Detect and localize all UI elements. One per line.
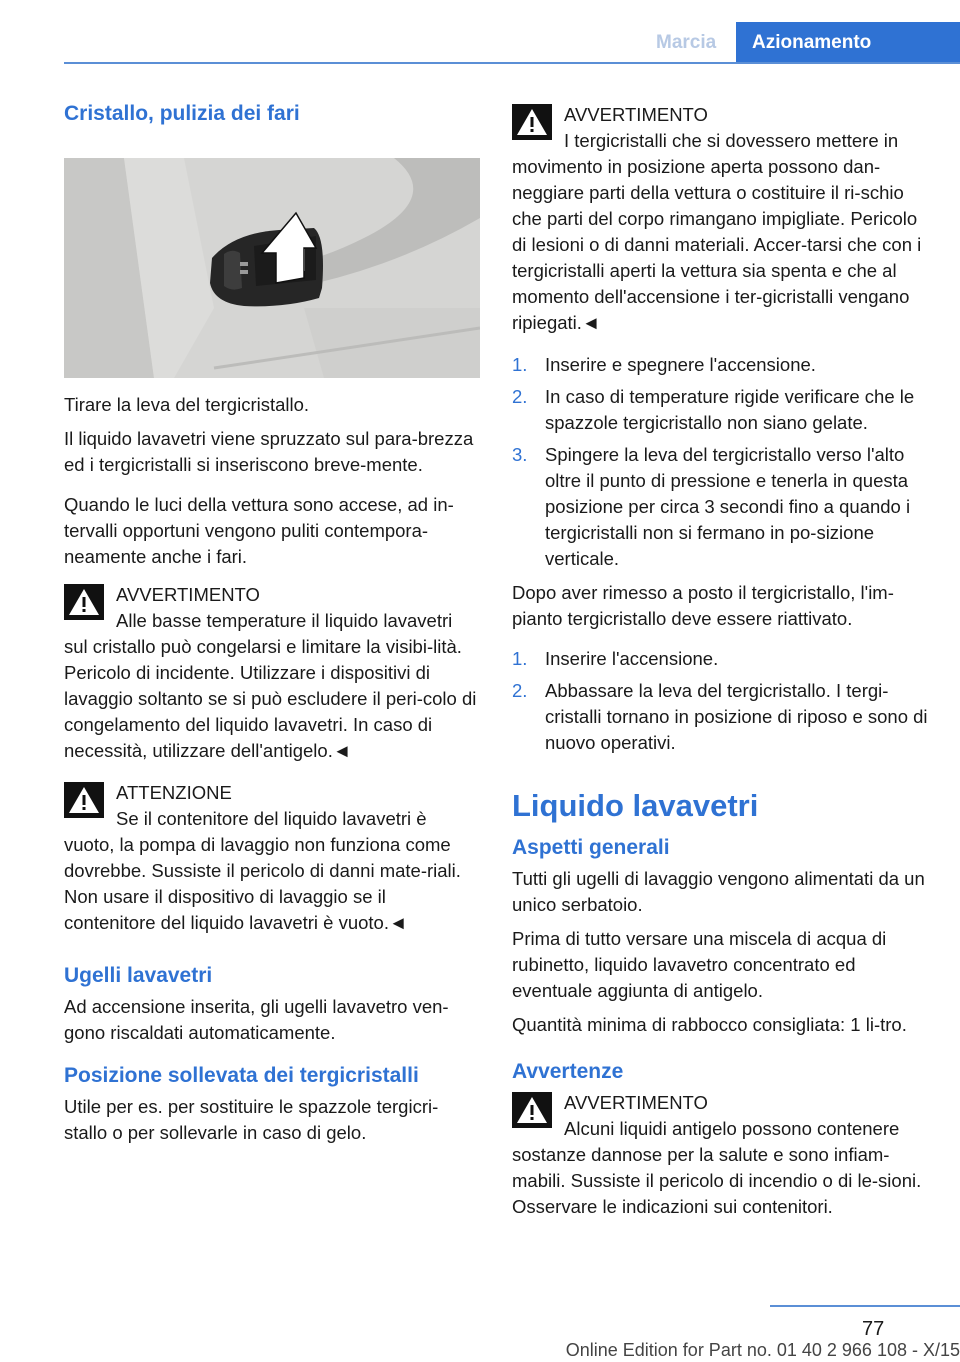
heading-avvertenze: Avvertenze: [512, 1060, 624, 1083]
paragraph-quantita-minima: Quantità minima di rabbocco consigliata: 1 li-tro.: [512, 1014, 907, 1035]
step-number: 1.: [512, 354, 528, 375]
step-text: In caso di temperature rigide verificare che le spazzole tergicristallo non siano gelate.: [545, 386, 915, 433]
list-item: [512, 384, 928, 436]
warning-icon: [64, 584, 104, 620]
warning-block-antigelo: [512, 1090, 928, 1220]
heading-posizione-sollevata: Posizione sollevata dei tergicristalli: [64, 1064, 419, 1087]
header-section: Marcia: [656, 32, 717, 53]
heading-aspetti-generali: Aspetti generali: [512, 836, 670, 859]
heading-liquido-lavavetri: Liquido lavavetri: [512, 788, 759, 823]
warning-text: Alle basse temperature il liquido lavavetri sul cristallo può congelarsi e limitare la visibi-lità. Pericolo di incidente. Utilizzare i dispositivi di lavaggio soltanto se si può escludere il peri-colo di congelamento del liquido lavavetri. In caso di necessità, utilizzare dell'antigelo.◄: [64, 610, 477, 761]
footer-edition: Online Edition for Part no. 01 40 2 966 108 - X/15: [565, 1340, 960, 1360]
left-column: [64, 100, 480, 1154]
caution-text: Se il contenitore del liquido lavavetri è vuoto, la pompa di lavaggio non funziona come dovrebbe. Sussiste il pericolo di danni mate-riali. Non usare il dispositivo di lavaggio se il contenitore del liquido lavavetri è vuoto.◄: [64, 808, 461, 933]
step-number: 3.: [512, 444, 528, 465]
paragraph-dopo-aver-rimesso: Dopo aver rimesso a posto il tergicristallo, l'im-pianto tergicristallo deve essere riattivato.: [512, 582, 894, 629]
warning-icon: [512, 1092, 552, 1128]
wiper-lever-photo: [64, 158, 480, 378]
wiper-lever-illustration: [64, 158, 480, 378]
step-number: 2.: [512, 680, 528, 701]
caution-icon: [64, 782, 104, 818]
footer-rule: [770, 1305, 960, 1307]
header-chapter-tab: Azionamento: [736, 22, 960, 64]
step-number: 1.: [512, 648, 528, 669]
warning-title: AVVERTIMENTO: [564, 1092, 708, 1113]
warning-block-temperature: [64, 582, 480, 764]
heading-cristallo: Cristallo, pulizia dei fari: [64, 102, 300, 125]
heading-ugelli: Ugelli lavavetri: [64, 964, 213, 987]
warning-text: Alcuni liquidi antigelo possono contenere sostanze dannose per la salute e sono infiam-mabili. Sussiste il pericolo di incendio o di le-sioni. Osservare le indicazioni sui contenitori.: [512, 1118, 922, 1217]
warning-block-wipers-open: [512, 102, 928, 336]
paragraph-posizione-sollevata: Utile per es. per sostituire le spazzole tergicri-stallo o per sollevarle in caso di gelo.: [64, 1096, 439, 1143]
right-column: [512, 100, 928, 1232]
steps-list-2: [512, 646, 928, 756]
list-item: [512, 646, 928, 672]
page-number: 77: [862, 1318, 885, 1340]
paragraph-luci-accese: Quando le luci della vettura sono accese, ad in-tervalli opportuni vengono puliti contempora-neamente anche i fari.: [64, 494, 454, 567]
paragraph-miscela: Prima di tutto versare una miscela di acqua di rubinetto, liquido lavavetro concentrato ed eventuale aggiunta di antigelo.: [512, 928, 887, 1001]
caution-title: ATTENZIONE: [116, 782, 232, 803]
step-text: Inserire e spegnere l'accensione.: [545, 354, 816, 375]
warning-text: I tergicristalli che si dovessero mettere in movimento in posizione aperta possono dan-neggiare parti della vettura o costituire il ri-schio che parti del corpo rimangano impigliate. Pericolo di lesioni o di danni materiali. Accer-tarsi che con i tergicristalli aperti la vettura sia spenta e che al momento dell'accensione i ter-gicristalli vengano ripiegati.◄: [512, 130, 922, 333]
paragraph-liquido-spruzzato: Il liquido lavavetri viene spruzzato sul para-brezza ed i tergicristalli si inseriscono breve-mente.: [64, 428, 474, 475]
list-item: [512, 352, 928, 378]
step-text: Spingere la leva del tergicristallo verso l'alto oltre il punto di pressione e tenerla in questa posizione per circa 3 secondi fino a quando i tergicristalli non si fermano in po-sizione verticale.: [545, 444, 911, 569]
warning-icon: [512, 104, 552, 140]
steps-list-1: [512, 352, 928, 572]
step-text: Abbassare la leva del tergicristallo. I tergi-cristalli tornano in posizione di riposo e sono di nuovo operativi.: [545, 680, 928, 753]
paragraph-tirare: Tirare la leva del tergicristallo.: [64, 394, 310, 415]
warning-title: AVVERTIMENTO: [116, 584, 260, 605]
caution-block-empty-tank: [64, 780, 480, 936]
step-number: 2.: [512, 386, 528, 407]
paragraph-ugelli-serbatoio: Tutti gli ugelli di lavaggio vengono alimentati da un unico serbatoio.: [512, 868, 925, 915]
list-item: [512, 678, 928, 756]
paragraph-ugelli: Ad accensione inserita, gli ugelli lavavetro ven-gono riscaldati automaticamente.: [64, 996, 449, 1043]
list-item: [512, 442, 928, 572]
step-text: Inserire l'accensione.: [545, 648, 719, 669]
header-rule: [64, 62, 960, 64]
warning-title: AVVERTIMENTO: [564, 104, 708, 125]
